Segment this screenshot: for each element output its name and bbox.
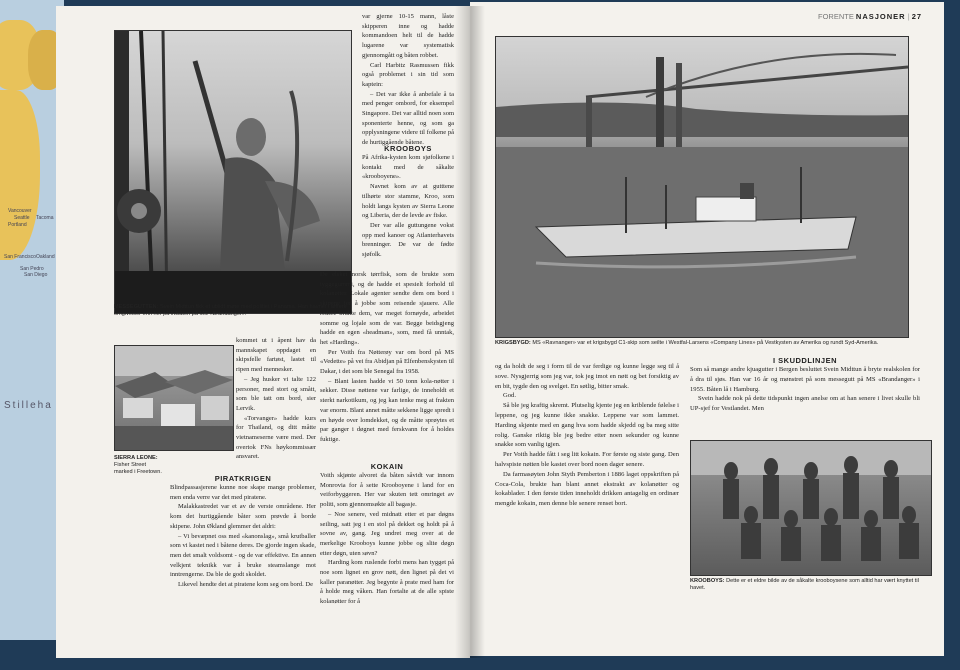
map-label: Portland bbox=[8, 222, 27, 228]
freetown-market-photo bbox=[114, 345, 234, 451]
caption-label: MESSEGUTTEN: bbox=[114, 304, 159, 310]
map-label: Tacoma bbox=[36, 215, 54, 221]
paragraph: var gjerne 10-15 mann, låste skipperen inne og hadde kommandoen helt til de hadde lugarene var systematisk gjennomgått og båten robbet. bbox=[362, 13, 454, 59]
subheading-piratkrigen: PIRATKRIGEN bbox=[214, 474, 272, 483]
paragraph: – Jeg husker vi talte 122 personer, med stort og smått, som ble tatt om bord, sier Lervik. bbox=[236, 375, 316, 412]
paragraph: Carl Harbitz Rasmussen fikk også problemet i sin tid som kaptein: bbox=[362, 61, 454, 88]
paragraph: Voith skjønte alvoret da båten såvidt var innom Monrovia for å sette Krooboyene i land for en veiforbyggeren. Her var skuten tett omringet av politi, som gjennomsøkte all bagasje. bbox=[320, 472, 454, 509]
paragraph: – Det var ikke å anbefale å ta med penger ombord, for eksempel Singapore. Det var alltid noen som sponenterte henne, og som ga opplysningene videre til folkene på de hurtiggående båtene. bbox=[362, 90, 454, 147]
map-label: San Diego bbox=[24, 272, 48, 278]
paragraph: Per Voith hadde fått i seg litt kokain. For første og siste gang. Den halvspiste nøtten ble kastet over bord noen dager senere. bbox=[495, 451, 679, 468]
messegutten-caption bbox=[114, 304, 354, 318]
subheading-i-skuddlinjen: I SKUDDLINJEN bbox=[772, 356, 837, 365]
left-column-2-top bbox=[362, 12, 454, 148]
messegutten-illustration bbox=[115, 31, 351, 313]
left-column-2-middle bbox=[320, 270, 454, 445]
krooboys-illustration bbox=[691, 441, 931, 575]
map-strip bbox=[0, 0, 64, 640]
paragraph: – Blant lasten hadde vi 50 tonn kola-nøtter i sekker. Disse nøttene var farlige, de inneholdt et sterkt narkotikum, og jeg kan tenke meg at frakten var enorm. Blant annet måtte sekkene ligge spredt i en høyde over lomdekket, og de måtte sprøytes et par ganger i døgnet med ferskvann for å holdes fuktige. bbox=[320, 377, 454, 443]
paragraph: Da farmasøyten John Styth Pemberton i 1886 laget oppskriften på Coca-Cola, brukte han blant annet ekstrakt av kolanøtter og kokablader. I den første tiden inneholdt drikken antagelig en ordinær mengde kokain, men denne ble senere renset bort. bbox=[495, 470, 679, 508]
map-label: Vancouver bbox=[8, 208, 32, 214]
paragraph: God. bbox=[503, 392, 517, 400]
paragraph: «Torvanger» hadde kurs for Thailand, og ditt måtte vietnameserne være med. Der overtok FNs høykommissær ansvaret. bbox=[236, 414, 316, 461]
caption-text: Dette er et eldre bilde av de såkalte krooboysene som alltid har vært knyttet til havet. bbox=[690, 578, 919, 591]
caption-label: KROOBOYS: bbox=[690, 578, 725, 584]
right-running-title-bold: NASJONER bbox=[855, 12, 906, 21]
paragraph: Blindpassasjerene kunne noe skape mange problemer, men enda verre var det med piratene. bbox=[170, 484, 316, 501]
krooboys-section bbox=[362, 144, 454, 260]
right-page-number: 27 bbox=[911, 12, 923, 21]
freetown-caption bbox=[114, 455, 162, 476]
paragraph: og da holdt de seg i form til de var ferdige og kunne legge seg til å sove. Nysgjerrig som jeg var, tok jeg imot en nøtt og bet forsiktig av en bit, tygde den og svelget. En søtlig, bitter smak. bbox=[495, 363, 679, 390]
paragraph: Harding kom ruslende forbi mens han tygget på noe som lignet en grov nøtt, den lignet på det vi kaller paranøtter. Jeg begynte å prate med ham for å holde meg våken. Han fortalte at de alle spiste kolanøtter for å bbox=[320, 559, 454, 606]
ravnanger-ship-photo bbox=[495, 36, 909, 338]
map-label: San Pedro bbox=[20, 266, 44, 272]
paragraph: Svein hadde nok på dette tidspunkt ingen anelse om at han senere i livet skulle bli UP-sjef for Vestlandet. Men bbox=[690, 395, 920, 413]
map-sea-label: Stilleha bbox=[4, 400, 53, 411]
paragraph: Per Voith fra Nøtterøy var om bord på MS «Vedette» på vei fra Abidjan på Elfenbenskysten til Dakar, i det som ble Senegal fra 1958. bbox=[320, 348, 454, 376]
map-label: Seattle bbox=[14, 215, 30, 221]
right-running-title-prefix: FORENTE bbox=[818, 12, 856, 21]
paragraph: Som så mange andre kjuagutter i Bergen besluttet Svein Midttun å bryte realskolen for å dra til sjøs. Han var 16 år og mønstret på som messegutt på MS «Brandanger» i 1955. Båten lå i Hamburg. bbox=[690, 366, 920, 393]
paragraph: kommet ut i åpent hav da mannskapet oppdaget en skipsfelle fartøst, lastet til ripen med mennesker. bbox=[236, 337, 316, 374]
map-label: San Francisco bbox=[4, 254, 36, 260]
left-column-1-top bbox=[236, 336, 316, 462]
paragraph: Så ble jeg kraftig skremt. Plutselig kjente jeg en kriblende følelse i leppene, og jeg kunne ikke snakke. Leppene var som lammet. Harding skjønte med en gang hva som hadde skjedd og ba meg sitte rolig. Ganske riktig ble jeg bedre etter noen sekunder og kunne snakke som vanlig igjen. bbox=[495, 402, 679, 449]
caption-label: KRIGSBYGD: bbox=[495, 340, 531, 346]
caption-text: Svein Midttun fikk et ublidt møte med politiet i Panama. Han havnet i tøffere omgivelser enn her på livbåten på MS «Brandanger». bbox=[114, 304, 347, 317]
paragraph: – Noe senere, ved midnatt etter et par døgns seiling, satt jeg i en stol på dekket og holdt på å sovne av, gang. Jeg undret meg over at de merkelige Krooboys kunne jobbe og slite døgn etter døgn, uten søvn? bbox=[320, 510, 454, 557]
ravnanger-caption bbox=[495, 340, 915, 347]
caption-label: SIERRA LEONE: bbox=[114, 455, 158, 461]
krooboys-group-photo bbox=[690, 440, 932, 576]
kokain-section bbox=[320, 462, 454, 607]
paragraph: Der var alle guttungene vokst opp med kanoer og Atlanterhavets brenninger. De var de fødte sjøfolk. bbox=[362, 221, 454, 259]
paragraph: Likevel hendte det at piratene kom seg om bord. De bbox=[178, 581, 314, 589]
subheading-krooboys: KROOBOYS bbox=[384, 144, 432, 153]
ship-illustration bbox=[496, 37, 908, 337]
book-gutter bbox=[455, 6, 485, 658]
paragraph: På Afrika-kysten kom sjøfolkene i kontakt med de såkalte «krooboyene». bbox=[362, 154, 454, 181]
paragraph: Malakkastredet var et av de verste områdene. Her kom det hurtiggående båter som prøvde å borde skipene. John Økland glemmer det aldri: bbox=[170, 503, 316, 530]
piratkrigen-section bbox=[170, 474, 316, 590]
caption-text: Fisher Street marked i Freetown. bbox=[114, 462, 162, 475]
messegutten-photo bbox=[114, 30, 352, 314]
market-illustration bbox=[115, 346, 233, 450]
paragraph: Navnet kom av at gutttene tilhørte stor stamme, Kroo, som holdt langs kysten av Sierra Leone og Liberia, der de levde av fiske. bbox=[362, 183, 454, 220]
subheading-kokain: KOKAIN bbox=[370, 462, 404, 471]
right-column-3 bbox=[495, 362, 679, 509]
map-label: Oakland bbox=[36, 254, 55, 260]
paragraph: De elsket norsk tørrfisk, som de brukte som tyggegummi, og de hadde et spesielt forhold til kolanøtter. Lokale agenter sendte dem om bord i skipene for å jobbe som reisende sjauere. Alle redere brukte dem, var meget fornøyde, arbeidet somme og lojale som de var. Begge beidsgjeng hadde en egen «headman», som, med få unntak, het «Harding». bbox=[320, 271, 454, 346]
caption-text: MS «Ravnanger» var et krigsbygd C1-skip som seilte i Westfal-Larsens «Company Lines» på Vestkysten av Amerika og rundt Syd-Amerika. bbox=[532, 340, 879, 346]
krooboys-caption bbox=[690, 578, 930, 592]
skuddlinjen-section bbox=[690, 356, 920, 414]
right-running-header: FORENTE NASJONER | 27 bbox=[818, 12, 923, 21]
paragraph: – Vi bevæpnet oss med «kanonslag», små krutballer som vi kastet ned i båtene deres. De gjorde ingen skade, men det smalt voldsomt - og de var effektive. En annen velkjent teknikk var å bruke steamslange mot inntrengerne. Da ble de godt skoldet. bbox=[170, 532, 316, 579]
